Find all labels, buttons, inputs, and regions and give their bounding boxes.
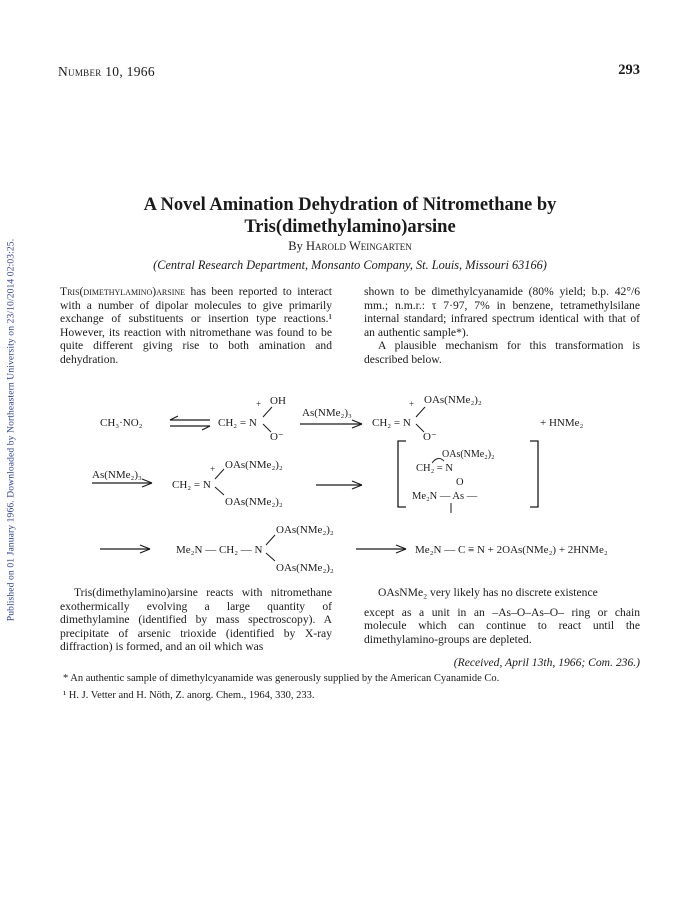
scheme-reagent-2: As(NMe₂)₃: [92, 469, 142, 481]
scheme-final-products: Me₂N — C ≡ N + 2OAs(NMe₂) + 2HNMe₂: [415, 544, 608, 556]
scheme-plus-charge-3: +: [210, 464, 216, 474]
footnote-authentic-sample: * An authentic sample of dimethylcyanamide was generously supplied by the American Cyanamide Co.: [63, 673, 500, 684]
experimental-paragraph: Tris(dimethylamino)arsine reacts with nitromethane exothermically evolving a large quantity of dimethylamine (identified by mass spectroscopy). A precipitate of arsenic trioxide (identified by X-ray diffraction) is formed, and an oil which was: [60, 586, 332, 653]
bond-n-oas-1: [416, 407, 425, 417]
bond-n-oas-4: [266, 535, 275, 545]
scheme-oas-2-top: OAs(NMe₂)₂: [225, 459, 283, 471]
byline-prefix: By: [288, 239, 307, 253]
scheme-aci-nitro: CH₂ = N: [218, 417, 257, 429]
reaction-scheme-svg: [60, 395, 650, 575]
bond-n-oas-2: [215, 469, 224, 479]
reaction-arrow-5: [356, 545, 406, 553]
affiliation: (Central Research Department, Monsanto Company, St. Louis, Missouri 63166): [153, 258, 547, 272]
scheme-plus-charge: +: [256, 399, 262, 409]
download-watermark: [3, 150, 19, 710]
scheme-dimethylamine-1: + HNMe₂: [540, 417, 584, 429]
scheme-aminal: Me₂N — CH₂ — N: [176, 544, 263, 556]
scheme-ts-me2n-as: Me₂N — As —: [412, 491, 478, 502]
scheme-product-1: CH₂ = N: [372, 417, 411, 429]
journal-running-head: Number 10, 1966: [58, 64, 155, 79]
equilibrium-arrow: [170, 416, 210, 430]
oasnme2-paragraph: OAsNMe₂ very likely has no discrete existence: [378, 586, 598, 599]
footnote-reference-1: ¹ H. J. Vetter and H. Nöth, Z. anorg. Chem., 1964, 330, 233.: [63, 690, 315, 701]
lead-compound: Tris(dimethylamino)arsine: [60, 285, 186, 298]
scheme-oxide: O⁻: [270, 431, 284, 443]
reaction-arrow-4: [100, 545, 150, 553]
reaction-scheme: [60, 395, 650, 575]
scheme-plus-charge-2: +: [409, 399, 415, 409]
scheme-oas-3-bottom: OAs(NMe₂)₂: [276, 562, 334, 574]
scheme-oas-1: OAs(NMe₂)₂: [424, 395, 482, 406]
mechanism-intro: A plausible mechanism for this transformation is described below.: [364, 339, 640, 366]
body-right-column-bottom: [364, 586, 640, 646]
oasnme2-continuation: except as a unit in an –As–O–As–O– ring or chain molecule which can continue to react until the dimethylamino-groups are depleted.: [364, 605, 640, 646]
bond-n-oh: [263, 407, 272, 417]
scheme-ts-oas: OAs(NMe₂)₂: [442, 449, 495, 460]
scheme-intermediate-2: CH₂ = N: [172, 479, 211, 491]
intro-text: has been reported to interact with a number of dipolar molecules to give primarily exchange of substituents or insertion type reactions.¹ However, its reaction with nitromethane was found to be quite different giving rise to both amination and dehydration.: [60, 285, 332, 366]
download-watermark-text: Published on 01 January 1966. Downloaded by Northeastern University on 23/10/2014 02:03:25.: [5, 238, 17, 622]
scheme-nitromethane: CH₃·NO₂: [100, 417, 143, 429]
body-left-column-bottom: [60, 586, 332, 654]
scheme-oas-2-bottom: OAs(NMe₂)₂: [225, 496, 283, 508]
body-right-column-top: [364, 285, 640, 366]
reaction-arrow-1: [300, 420, 362, 428]
result-paragraph: shown to be dimethylcyanamide (80% yield; b.p. 42°/6 mm.; n.m.r.: τ 7·97, 7% in benzene, tetramethylsilane internal standard; infrared spectrum identical with that of an authentic sample*).: [364, 285, 640, 339]
reaction-arrow-3: [316, 481, 362, 489]
article-title-line1: A Novel Amination Dehydration of Nitromethane by: [143, 195, 557, 215]
author-name: Harold Weingarten: [306, 239, 412, 253]
article-title-line2: Tris(dimethylamino)arsine: [244, 217, 456, 237]
scheme-hydroxyl: OH: [270, 395, 286, 407]
bond-n-oas-3: [215, 487, 224, 495]
bond-n-oas-5: [266, 553, 275, 561]
scheme-oxide-2: O⁻: [423, 431, 437, 443]
scheme-ts-ch2: CH₂ = N: [416, 463, 454, 474]
page-number: 293: [618, 62, 640, 78]
scheme-oas-3-top: OAs(NMe₂)₂: [276, 524, 334, 536]
intro-paragraph: [60, 285, 332, 366]
body-left-column-top: [60, 285, 332, 366]
scheme-ts-oxygen: O: [456, 477, 464, 488]
byline: [60, 239, 640, 254]
scheme-reagent-1: As(NMe₂)₃: [302, 407, 352, 419]
received-date: (Received, April 13th, 1966; Com. 236.): [453, 656, 640, 669]
